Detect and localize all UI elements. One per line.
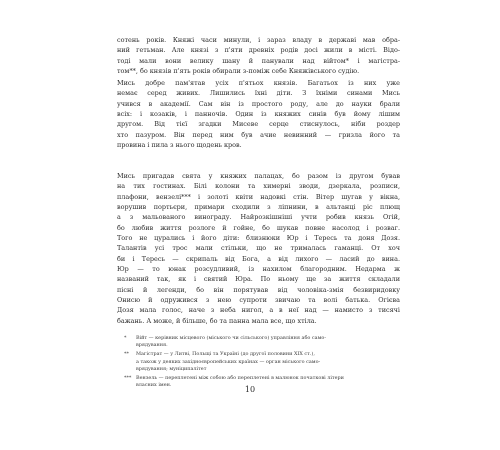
paragraph-3 bbox=[117, 171, 400, 326]
text-line: всіх: і козаків, і панночів. Один із княжих синів був йому лішим bbox=[117, 110, 400, 119]
text-line: на тих гостинах. Білі колони та химерні зводи, дзеркала, розписи, bbox=[117, 182, 400, 191]
paragraph-1 bbox=[117, 35, 400, 76]
text-line: Мись пригадав свята у княжих палацах, бо разом із другом бував bbox=[117, 172, 400, 180]
text-line: ний гетьман. Але князі з п'яти древніх родів досі жили в місті. Відо- bbox=[117, 46, 400, 55]
footnotes bbox=[124, 335, 400, 391]
text-line: немає серед живих. Лишились їхні діти. З їхніми синами Мись bbox=[117, 89, 400, 98]
text-line: сотень років. Княжі часи минули, і зараз владу в державі мав обра- bbox=[117, 36, 400, 44]
text-line: ворушив портьєри, примари сходили з ліпнини, в альтанці ріс плющ bbox=[117, 203, 400, 212]
text-line: тоді мали вони велику шану й панували над війтом* і магістра- bbox=[117, 56, 400, 65]
footnote-line: врядування. bbox=[136, 342, 168, 349]
text-line: а з мальованого винограду. Найрозкішніші учти робив князь Огій, bbox=[117, 213, 400, 222]
text-line: бажань. А може, й більше, бо та панна мала все, що хтіла. bbox=[117, 316, 317, 325]
text-line: би і Тересь — скрипаль від Бога, а від лихого — ласий до вина. bbox=[117, 254, 400, 263]
footnote-line: Магістрат — у Литві, Польщі та Україні (до другої половини XIX ст.), bbox=[136, 351, 315, 358]
text-line: Того не цурались і його діти: близнюки Юр і Тересь та доня Дозя. bbox=[117, 234, 400, 243]
text-line: Мись добре пам'ятав усіх п'ятьох князів. Багатьох із них уже bbox=[117, 79, 400, 87]
footnote-2 bbox=[124, 351, 400, 373]
text-line: другом. Від тієї згадки Мисеве серце стиснулось, ніби роздер bbox=[117, 120, 400, 129]
footnote-line: власних імен. bbox=[136, 382, 172, 389]
page-number: 10 bbox=[244, 385, 256, 394]
footnote-line: врядування; муніципалітет bbox=[136, 366, 207, 373]
footnote-line: Війт — керівник місцевого (міського чи сільського) управління або само- bbox=[136, 335, 326, 341]
text-line: провина і пила з нього щодень кров. bbox=[117, 141, 242, 150]
text-line: Талантів усі трос мали стільки, що не трималась гаманці. От хоч bbox=[117, 244, 400, 253]
footnote-text bbox=[136, 335, 400, 350]
text-line: Дозя мала голос, наче з неба нигол, а в неї над — намисто з тисячі bbox=[117, 306, 400, 315]
footnote-mark: ** bbox=[124, 351, 129, 358]
text-line: том**, бо князів п'ять років обирали з-поміж себе Княжівського судію. bbox=[117, 67, 360, 76]
text-line: Юр — то юнак розсудливий, із нахилом благородним. Недарма ж bbox=[117, 265, 400, 274]
footnote-line: а також у деяких західноєвропейських країнах — орган міського само- bbox=[136, 358, 321, 365]
text-line: плафони, вензелі*** і золоті квіти надовкі стін. Вітер шугав у вікна, bbox=[117, 192, 400, 201]
footnote-line: Вензель — переплетені між собою або переплетені в малюнок початкові літери bbox=[136, 375, 344, 382]
footnote-1 bbox=[124, 335, 400, 350]
text-line: хто пазуром. Він перед ним був ачие невинний — гризла його та bbox=[117, 130, 400, 139]
footnote-text bbox=[136, 351, 400, 373]
text-line: пісні й легенди, бо він порятував від чоловіка-змія безвиридовку bbox=[117, 285, 400, 294]
text-line: учився в академії. Сам він із простого роду, але до науки брали bbox=[117, 99, 400, 108]
footnote-mark: *** bbox=[124, 375, 132, 382]
footnote-mark: * bbox=[124, 335, 127, 341]
text-line: Онисю й одружився з нею супроти звичаю та волі батька. Огієва bbox=[117, 296, 400, 305]
paragraph-2 bbox=[117, 78, 400, 150]
text-line: бо любив життя розлоге й гойне, бо шукав повне насолод і розваг. bbox=[117, 223, 400, 232]
text-line: названий так, як і святий Юра. По ньому ще за життя складали bbox=[117, 275, 400, 284]
